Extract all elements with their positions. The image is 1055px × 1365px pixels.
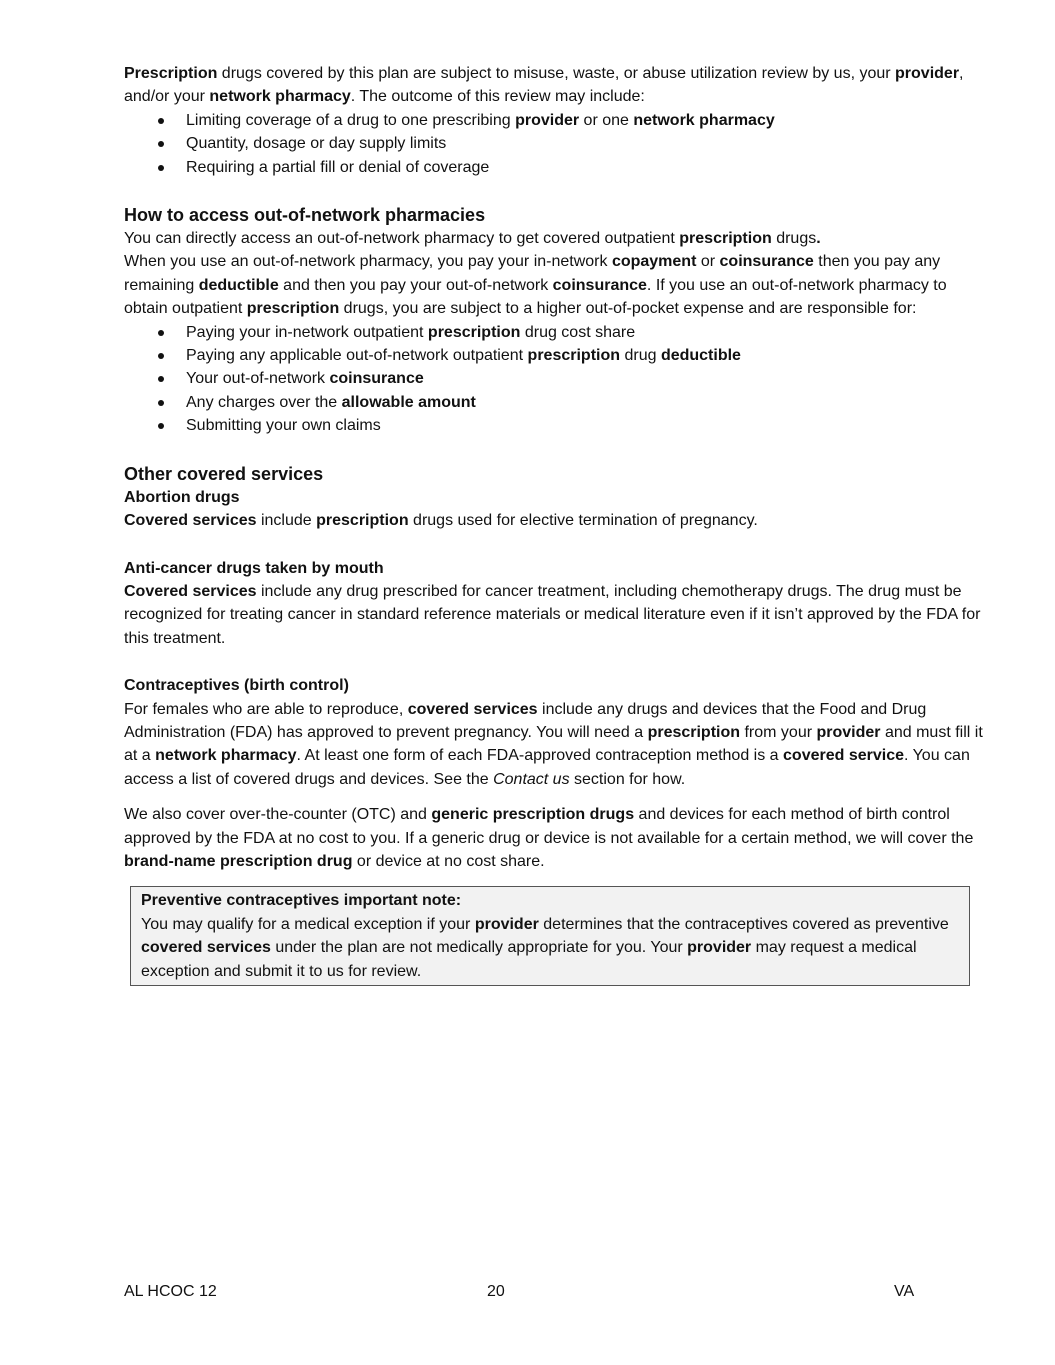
- section-heading-out-of-network: How to access out-of-network pharmacies: [124, 205, 486, 226]
- list-item: Your out-of-network coinsurance: [124, 367, 989, 390]
- oon-paragraph-1: You can directly access an out-of-network pharmacy to get covered outpatient prescription drugs.: [124, 230, 821, 248]
- oon-responsibilities-list: [124, 321, 989, 438]
- contraceptives-paragraph-2: We also cover over-the-counter (OTC) and generic prescription drugs and devices for each method of birth control approved by the FDA at no cost to you. If a generic drug or device is not available for a certain method, we will cover the brand-name prescription drug or device at no cost share.: [124, 806, 974, 870]
- note-text: You may qualify for a medical exception if your provider determines that the contraceptives covered as preventive covered services under the plan are not medically appropriate for you. Your provider may request a medical exception and submit it to us for review.: [141, 915, 949, 980]
- subheading-abortion-drugs: Abortion drugs: [124, 488, 240, 506]
- footer-page-number: 20: [487, 1283, 505, 1300]
- subheading-contraceptives: Contraceptives (birth control): [124, 677, 349, 695]
- oon-paragraph-2: When you use an out-of-network pharmacy, you pay your in-network copayment or coinsurance then you pay any remaining deductible and then you pay your out-of-network coinsurance. If you use an out-of-network pharmacy to obtain outpatient prescription drugs, you are subject to a higher out-of-pocket expense and are responsible for:: [124, 253, 947, 318]
- subheading-anti-cancer-drugs: Anti-cancer drugs taken by mouth: [124, 559, 384, 577]
- review-outcomes-list: [124, 109, 989, 179]
- list-item: Limiting coverage of a drug to one prescribing provider or one network pharmacy: [124, 109, 989, 132]
- anticancer-paragraph: Covered services include any drug prescribed for cancer treatment, including chemotherapy drugs. The drug must be recognized for treating cancer in standard reference materials or medical literature even if it isn’t approved by the FDA for this treatment.: [124, 582, 981, 647]
- important-note-box: [130, 886, 970, 986]
- contraceptives-paragraph-1: For females who are able to reproduce, covered services include any drugs and devices that the Food and Drug Administration (FDA) has approved to prevent pregnancy. You will need a prescription from your provider and must fill it at a network pharmacy. At least one form of each FDA-approved contraception method is a covered service. You can access a list of covered drugs and devices. See the Contact us section for how.: [124, 700, 983, 788]
- footer-state-code: VA: [894, 1283, 915, 1300]
- list-item: Submitting your own claims: [124, 414, 989, 437]
- list-item: Paying your in-network outpatient prescription drug cost share: [124, 321, 989, 344]
- document-body: [124, 62, 989, 986]
- list-item: Quantity, dosage or day supply limits: [124, 132, 989, 155]
- section-heading-other-services: Other covered services: [124, 463, 324, 484]
- list-item: Requiring a partial fill or denial of coverage: [124, 156, 989, 179]
- footer-document-code: AL HCOC 12: [124, 1283, 217, 1300]
- intro-paragraph: Prescription drugs covered by this plan are subject to misuse, waste, or abuse utilization review by us, your provider, and/or your network pharmacy. The outcome of this review may include:: [124, 65, 964, 106]
- abortion-paragraph: Covered services include prescription drugs used for elective termination of pregnancy.: [124, 512, 758, 530]
- list-item: Any charges over the allowable amount: [124, 391, 989, 414]
- list-item: Paying any applicable out-of-network outpatient prescription drug deductible: [124, 344, 989, 367]
- note-title: Preventive contraceptives important note:: [141, 892, 462, 910]
